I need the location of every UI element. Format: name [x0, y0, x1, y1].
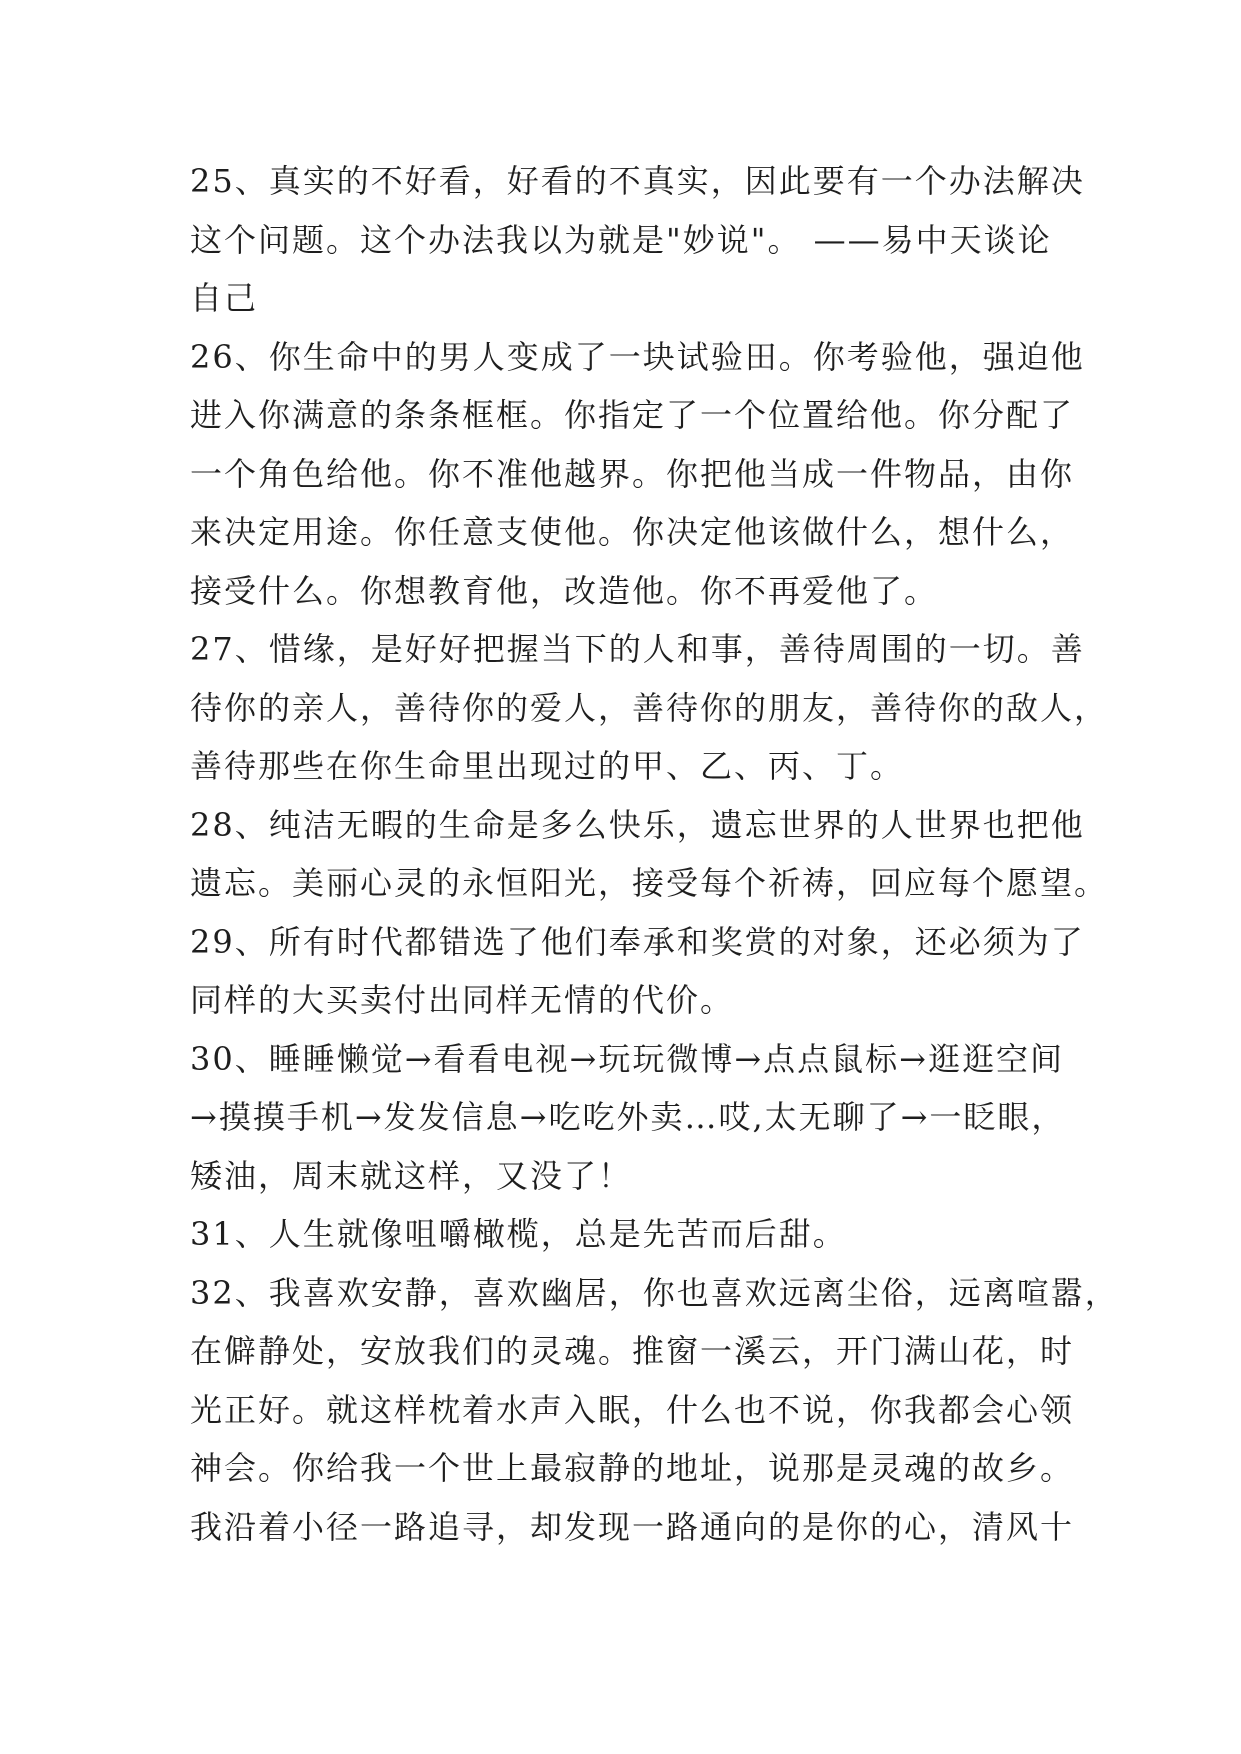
text-line: 遗忘。美丽心灵的永恒阳光，接受每个祈祷，回应每个愿望。 — [190, 864, 1109, 902]
text-line: 进入你满意的条条框框。你指定了一个位置给他。你分配了 — [190, 396, 1075, 434]
text-line: 28、纯洁无暇的生命是多么快乐，遗忘世界的人世界也把他 — [190, 805, 1085, 844]
text-line: 25、真实的不好看，好看的不真实，因此要有一个办法解决 — [190, 162, 1085, 200]
document-body — [190, 152, 1119, 1556]
text-line: 29、所有时代都错选了他们奉承和奖赏的对象，还必须为了 — [190, 922, 1085, 961]
text-line: 在僻静处，安放我们的灵魂。推窗一溪云，开门满山花，时 — [190, 1332, 1075, 1370]
text-line: 同样的大买卖付出同样无情的代价。 — [190, 981, 735, 1019]
text-line: 这个问题。这个办法我以为就是"妙说"。 ——易中天谈论 — [190, 220, 1052, 259]
text-line: 神会。你给我一个世上最寂静的地址，说那是灵魂的故乡。 — [190, 1449, 1075, 1487]
text-line: 我沿着小径一路追寻，却发现一路通向的是你的心，清风十 — [190, 1507, 1075, 1546]
text-line: 30、睡睡懒觉→看看电视→玩玩微博→点点鼠标→逛逛空间 — [190, 1039, 1064, 1078]
text-line: 31、人生就像咀嚼橄榄，总是先苦而后甜。 — [190, 1215, 847, 1253]
text-line: 光正好。就这样枕着水声入眠，什么也不说，你我都会心领 — [190, 1390, 1075, 1429]
text-line: 接受什么。你想教育他，改造他。你不再爱他了。 — [190, 571, 939, 610]
text-line: →摸摸手机→发发信息→吃吃外卖…哎,太无聊了→一眨眼， — [190, 1098, 1066, 1136]
text-line: 善待那些在你生命里出现过的甲、乙、丙、丁。 — [190, 747, 905, 785]
text-line: 来决定用途。你任意支使他。你决定他该做什么，想什么， — [190, 513, 1075, 551]
text-line: 27、惜缘，是好好把握当下的人和事，善待周围的一切。善 — [190, 630, 1085, 668]
text-line: 32、我喜欢安静，喜欢幽居，你也喜欢远离尘俗，远离喧嚣， — [190, 1273, 1119, 1312]
text-line: 一个角色给他。你不准他越界。你把他当成一件物品，由你 — [190, 454, 1075, 493]
text-line: 矮油，周末就这样，又没了！ — [190, 1156, 633, 1195]
text-line: 26、你生命中的男人变成了一块试验田。你考验他，强迫他 — [190, 337, 1085, 376]
text-line: 待你的亲人，善待你的爱人，善待你的朋友，善待你的敌人， — [190, 688, 1109, 727]
text-line: 自己 — [190, 279, 259, 317]
